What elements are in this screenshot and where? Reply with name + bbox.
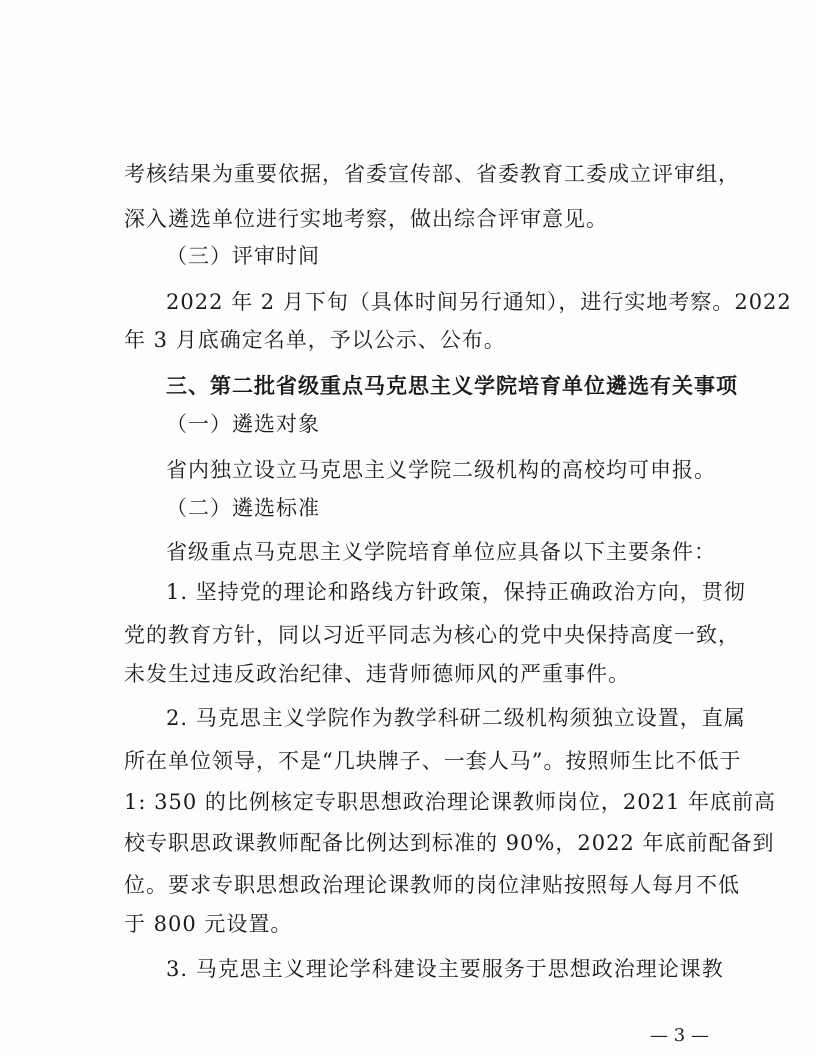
text-line-16: 1: 350 的比例核定专职思想政治理论课教师岗位，2021 年底前高 [124,790,776,814]
text-line-11: 1. 坚持党的理论和路线方针政策，保持正确政治方向，贯彻 [166,580,746,604]
text-line-13: 未发生过违反政治纪律、违背师德师风的严重事件。 [124,662,630,686]
text-line-12: 党的教育方针，同以习近平同志为核心的党中央保持高度一致， [124,623,740,647]
text-line-14: 2. 马克思主义学院作为教学科研二级机构须独立设置，直属 [166,706,746,730]
text-line-20: 3. 马克思主义理论学科建设主要服务于思想政治理论课教 [166,957,724,981]
subheading-selection-target: （一）遴选对象 [166,412,320,436]
text-line-1: 考核结果为重要依据，省委宣传部、省委教育工委成立评审组， [124,162,740,186]
text-line-17: 校专职思政课教师配备比例达到标准的 90%，2022 年底前配备到 [124,831,775,855]
text-line-4: 2022 年 2 月下旬（具体时间另行通知），进行实地考察。2022 [166,290,792,314]
text-line-2: 深入遴选单位进行实地考察，做出综合评审意见。 [124,207,608,231]
text-line-15: 所在单位领导，不是“几块牌子、一套人马”。按照师生比不低于 [124,749,742,773]
text-line-10: 省级重点马克思主义学院培育单位应具备以下主要条件： [166,540,716,564]
section-heading-three: 三、第二批省级重点马克思主义学院培育单位遴选有关事项 [166,373,738,398]
text-line-18: 位。要求专职思想政治理论课教师的岗位津贴按照每人每月不低 [124,873,740,897]
text-line-19: 于 800 元设置。 [124,912,293,936]
text-line-5: 年 3 月底确定名单，予以公示、公布。 [124,328,506,352]
subheading-selection-criteria: （二）遴选标准 [166,496,320,520]
subheading-review-time: （三）评审时间 [166,244,320,268]
page-number: — 3 — [650,1025,709,1046]
text-line-8: 省内独立设立马克思主义学院二级机构的高校均可申报。 [166,458,716,482]
